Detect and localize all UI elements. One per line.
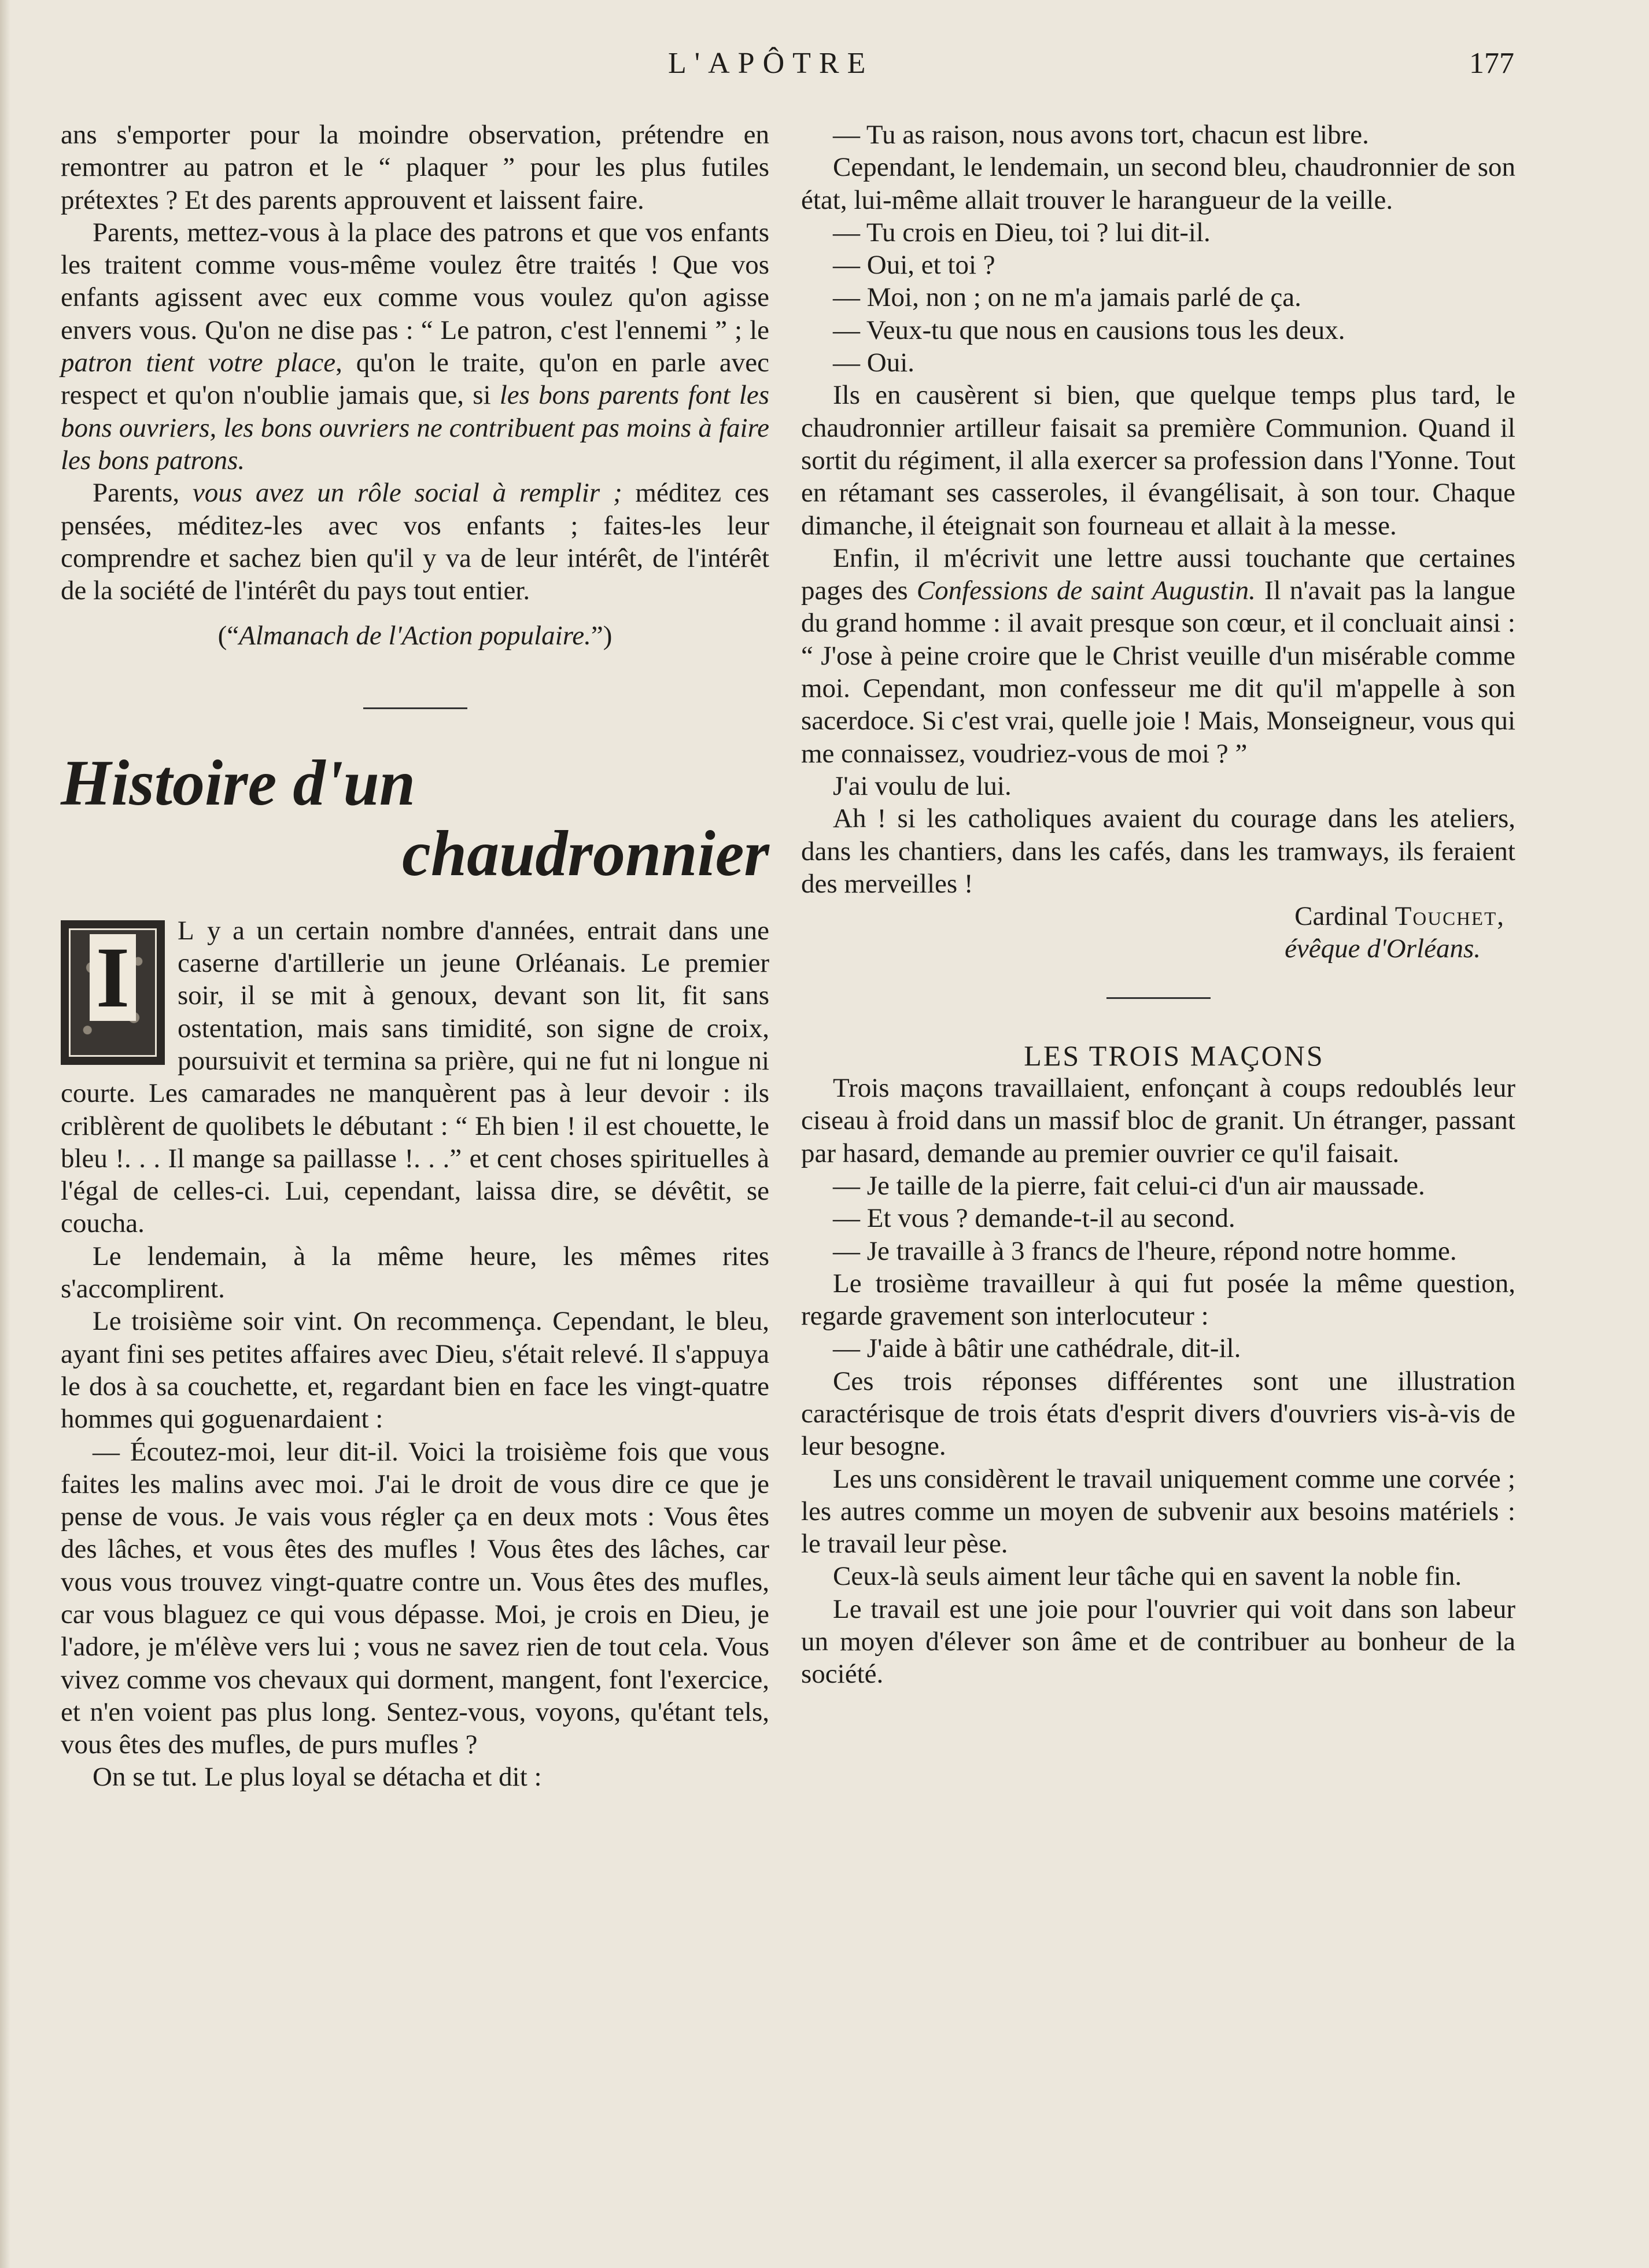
section-heading: LES TROIS MAÇONS: [1024, 1039, 1325, 1072]
title-line: Histoire d'un: [61, 747, 416, 819]
page-number: 177: [1469, 47, 1514, 80]
signature-title: évêque d'Orléans.: [1285, 934, 1481, 964]
text-run: Il n'avait pas la langue du grand homme : il avait presque son cœur, et il concluait ainsi : “ J'ose à peine croire que le Christ veuille d'un misérable comme moi. Cependant, mon confesseur me dit qu'il m'appelle à son sacerdoce. Si c'est vrai, quelle joie ! Mais, Monseigneur, vous qui me connaissez, voudriez-vous de moi ? ”: [801, 576, 1515, 769]
text-run: Touchet: [1395, 901, 1497, 932]
paragraph: Le travail est une joie pour l'ouvrier qui voit dans son labeur un moyen d'élever son âme et de contribuer au bonheur de la société.: [801, 1594, 1515, 1690]
text-run: Enfin, il m'écrivit une lettre aussi touchante que certaines pages des: [801, 543, 1515, 606]
text-run: Parents,: [93, 478, 193, 508]
paragraph: [801, 542, 1515, 770]
italic-run: patron tient votre place: [61, 348, 336, 378]
article-title: [61, 747, 769, 903]
paragraph: ans s'emporter pour la moindre observation, prétendre en remontrer au patron et le “ plaquer ” pour les plus futiles prétextes ? Et des parents approuvent et laissent faire.: [61, 120, 769, 215]
paragraph: — Moi, non ; on ne m'a jamais parlé de ça.: [833, 282, 1301, 313]
left-column: [61, 119, 769, 1794]
italic-run: vous avez un rôle social à remplir ;: [192, 478, 622, 508]
paragraph: Les uns considèrent le travail uniquement comme une corvée ; les autres comme un moyen de subvenir aux besoins matériels : le travail leur pèse.: [801, 1463, 1515, 1559]
text-run: ,: [1497, 901, 1504, 932]
source-citation: [61, 619, 769, 652]
paragraph: — Tu crois en Dieu, toi ? lui dit-il.: [833, 217, 1211, 248]
paragraph: Ils en causèrent si bien, que quelque temps plus tard, le chaudronnier artilleur faisait sa première Communion. Quand il sortit du régiment, il alla exercer sa profession dans l'Yonne. Tout en rétamant ses casseroles, il évangélisait, à son tour. Chaque dimanche, il éteignait son fourneau et allait à la messe.: [801, 380, 1515, 541]
paragraph: Ceux-là seuls aiment leur tâche qui en savent la noble fin.: [833, 1561, 1462, 1592]
signature-name: [801, 900, 1515, 932]
paragraph: Ah ! si les catholiques avaient du courage dans les ateliers, dans les chantiers, dans les cafés, dans les tramways, ils feraient des merveilles !: [801, 803, 1515, 899]
paragraph: — Écoutez-moi, leur dit-il. Voici la troisième fois que vous faites les malins avec moi. J'ai le droit de vous dire ce que je pense de vous. Je vais vous régler ça en deux mots : Vous êtes des lâches, et vous êtes des mufles ! Vous êtes des lâches, car vous vous trouvez vingt-quatre contre un. Vous êtes des mufles, car vous blaguez ce qui vous dépasse. Moi, je crois en Dieu, je l'adore, je m'élève vers lui ; vous ne savez rien de tout cela. Vous vivez comme vos chevaux qui dorment, mangent, font l'exercice, et n'en voient pas plus long. Sentez-vous, voyons, qu'étant tels, vous êtes des mufles, de purs mufles ?: [61, 1436, 769, 1760]
paragraph: Ces trois réponses différentes sont une illustration caractérisque de trois états d'esprit divers d'ouvriers vis-à-vis de leur besogne.: [801, 1366, 1515, 1462]
title-line: chaudronnier: [402, 817, 769, 890]
paragraph: Le trosième travailleur à qui fut posée la même question, regarde gravement son interlocuteur :: [801, 1268, 1515, 1332]
paragraph: — Et vous ? demande-t-il au second.: [833, 1203, 1235, 1234]
paragraph: Le troisième soir vint. On recommença. Cependant, le bleu, ayant fini ses petites affaires avec Dieu, s'était relevé. Il s'appuya le dos à sa couchette, et, regardant bien en face les vingt-quatre hommes qui goguenardaient :: [61, 1306, 769, 1434]
page-header: [0, 46, 1649, 87]
paragraph: [61, 216, 769, 477]
text-run: , qu'on le traite, qu'on en parle avec respect et qu'on n'oublie jamais que, si: [61, 348, 769, 411]
text-run: ”): [591, 621, 613, 651]
paragraph: Le lendemain, à la même heure, les mêmes rites s'accomplirent.: [61, 1241, 769, 1304]
section-divider: [363, 707, 467, 709]
paragraph: [61, 914, 769, 1240]
running-title: L'APÔTRE: [668, 47, 874, 80]
paragraph: — Oui.: [833, 348, 914, 378]
paragraph: Trois maçons travaillaient, enfonçant à coups redoublés leur ciseau à froid dans un massif bloc de granit. Un étranger, passant par hasard, demande au premier ouvrier ce qu'il faisait.: [801, 1073, 1515, 1168]
text-run: Parents, mettez-vous à la place des patrons et que vos enfants les traitent comme vous-même voulez être traités ! Que vos enfants agissent avec eux comme vous voulez qu'on agisse envers vous. Qu'on ne dise pas : “ Le patron, c'est l'ennemi ” ; le: [61, 217, 769, 345]
paragraph: — J'aide à bâtir une cathédrale, dit-il.: [833, 1333, 1241, 1364]
section-divider: [1106, 997, 1211, 999]
dropcap-letter: I: [90, 934, 136, 1021]
italic-run: Confessions de saint Augustin.: [916, 576, 1256, 606]
paragraph: — Je travaille à 3 francs de l'heure, répond notre homme.: [833, 1236, 1457, 1266]
paragraph: — Tu as raison, nous avons tort, chacun est libre.: [833, 120, 1369, 150]
text-run: Cardinal: [1294, 901, 1395, 932]
text-run: (“: [217, 621, 239, 651]
text-run: L: [178, 915, 195, 946]
paragraph: — Oui, et toi ?: [833, 250, 995, 281]
text-run: méditez ces pensées, méditez-les avec vos enfants ; faites-les leur comprendre et sachez bien qu'il y va de leur intérêt, de l'intérêt de la société de l'intérêt du pays tout entier.: [61, 478, 769, 606]
right-column: [801, 119, 1515, 1691]
paragraph: — Je taille de la pierre, fait celui-ci d'un air maussade.: [833, 1170, 1425, 1201]
paragraph: — Veux-tu que nous en causions tous les deux.: [833, 315, 1345, 345]
italic-run: les bons parents font les bons ouvriers, les bons ouvriers ne contribuent pas moins à faire les bons patrons.: [61, 380, 769, 475]
italic-run: Almanach de l'Action populaire.: [239, 621, 591, 651]
page-edge: [0, 0, 10, 2268]
paragraph: Cependant, le lendemain, un second bleu, chaudronnier de son état, lui-même allait trouver le harangueur de la veille.: [801, 152, 1515, 215]
paragraph: [61, 477, 769, 607]
paragraph: On se tut. Le plus loyal se détacha et dit :: [93, 1762, 542, 1793]
ornamental-dropcap: [61, 920, 165, 1065]
paragraph: J'ai voulu de lui.: [833, 770, 1012, 801]
text-run: y a un certain nombre d'années, entrait dans une caserne d'artillerie un jeune Orléanais. Le premier soir, il se mit à genoux, devant son lit, fit sans ostentation, mais sans timidité, son signe de croix, poursuivit et termina sa prière, qui ne fut ni longue ni courte. Les camarades ne manquèrent pas à leur devoir : ils criblèrent de quolibets le débutant : “ Eh bien ! il est chouette, le bleu !. . . Il mange sa paillasse !. . .” et cent choses spirituelles à l'égal de celles-ci. Lui, cependant, laissa dire, se dévêtit, se coucha.: [61, 915, 769, 1239]
